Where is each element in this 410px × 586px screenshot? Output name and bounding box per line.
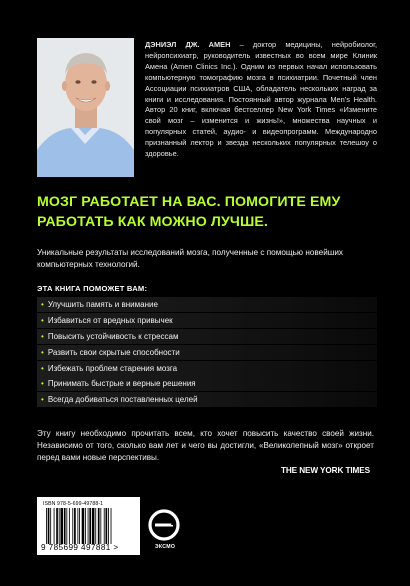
bullet-icon: • (41, 300, 44, 309)
benefit-label: Повысить устойчивость к стрессам (47, 331, 179, 341)
author-name: ДЭНИЭЛ ДЖ. АМЕН (145, 40, 231, 49)
intro-text: Уникальные результаты исследований мозга, полученные с помощью новейших компьютерных технологий. (37, 248, 344, 269)
benefit-label: Всегда добиваться поставленных целей (47, 395, 198, 405)
benefits-list (37, 297, 377, 408)
barcode-bars (45, 508, 137, 544)
bullet-icon: • (41, 315, 44, 325)
barcode-digits: 9 785699 497881 > (41, 543, 119, 552)
benefit-item (37, 329, 377, 344)
benefit-label: Избавиться от вредных привычек (47, 315, 173, 325)
benefit-item (37, 345, 377, 360)
bullet-icon: • (41, 363, 44, 373)
author-bio (145, 40, 377, 160)
headline-line-1: МОЗГ РАБОТАЕТ НА ВАС. ПОМОГИТЕ ЕМУ (37, 194, 341, 210)
benefit-item (37, 376, 377, 391)
headline (37, 192, 377, 232)
bullet-icon: • (41, 395, 44, 405)
benefit-item (37, 313, 377, 328)
headline-line-2: РАБОТАТЬ КАК МОЖНО ЛУЧШЕ. (37, 214, 268, 230)
benefit-label: Принимать быстрые и верные решения (47, 379, 196, 389)
benefit-label: Улучшить память и внимание (47, 300, 158, 309)
recommendation-text: Эту книгу необходимо прочитать всем, кто хочет повысить качество своей жизни. Независимо от того, сколько вам лет и чего вы достигли, «Великолепный мозг» откроет перед вами новые перспективы. (37, 429, 374, 463)
benefit-item (37, 297, 377, 312)
benefit-item (37, 361, 377, 376)
bullet-icon: • (41, 347, 44, 357)
review-source: THE NEW YORK TIMES (280, 466, 370, 475)
author-bio-text: – доктор медицины, нейробиолог, нейропсихиатр, руководитель известных во всем мире Клиник Амена (Amen Clinics Inc.). Одним из первых начал использовать компьютерную томографию мозга в психиатрии. Почетный член Ассоциации психиатров США, обладатель нескольких наград за книги и исследования. Постоянный автор журнала Men’s Health. Автор 20 книг, включая бестселлер New York Times «Измените свой мозг – изменится и жизнь!», множества научных и популярных статей, аудио- и видеопрограмм. Международно признанный лектор и звезда нескольких популярных телешоу о здоровье. (145, 40, 377, 159)
benefit-label: Избежать проблем старения мозга (47, 363, 178, 373)
publisher-name: ЭКСМО (154, 544, 176, 550)
bullet-icon: • (41, 331, 44, 341)
isbn-text: ISBN 978-5-699-49788-1 (43, 501, 104, 507)
bullet-icon: • (41, 379, 44, 389)
author-photo (37, 38, 134, 177)
benefit-item (37, 392, 377, 407)
benefits-title: ЭТА КНИГА ПОМОЖЕТ ВАМ: (37, 284, 148, 293)
benefit-label: Развить свои скрытые способности (47, 347, 180, 357)
barcode (37, 497, 140, 555)
